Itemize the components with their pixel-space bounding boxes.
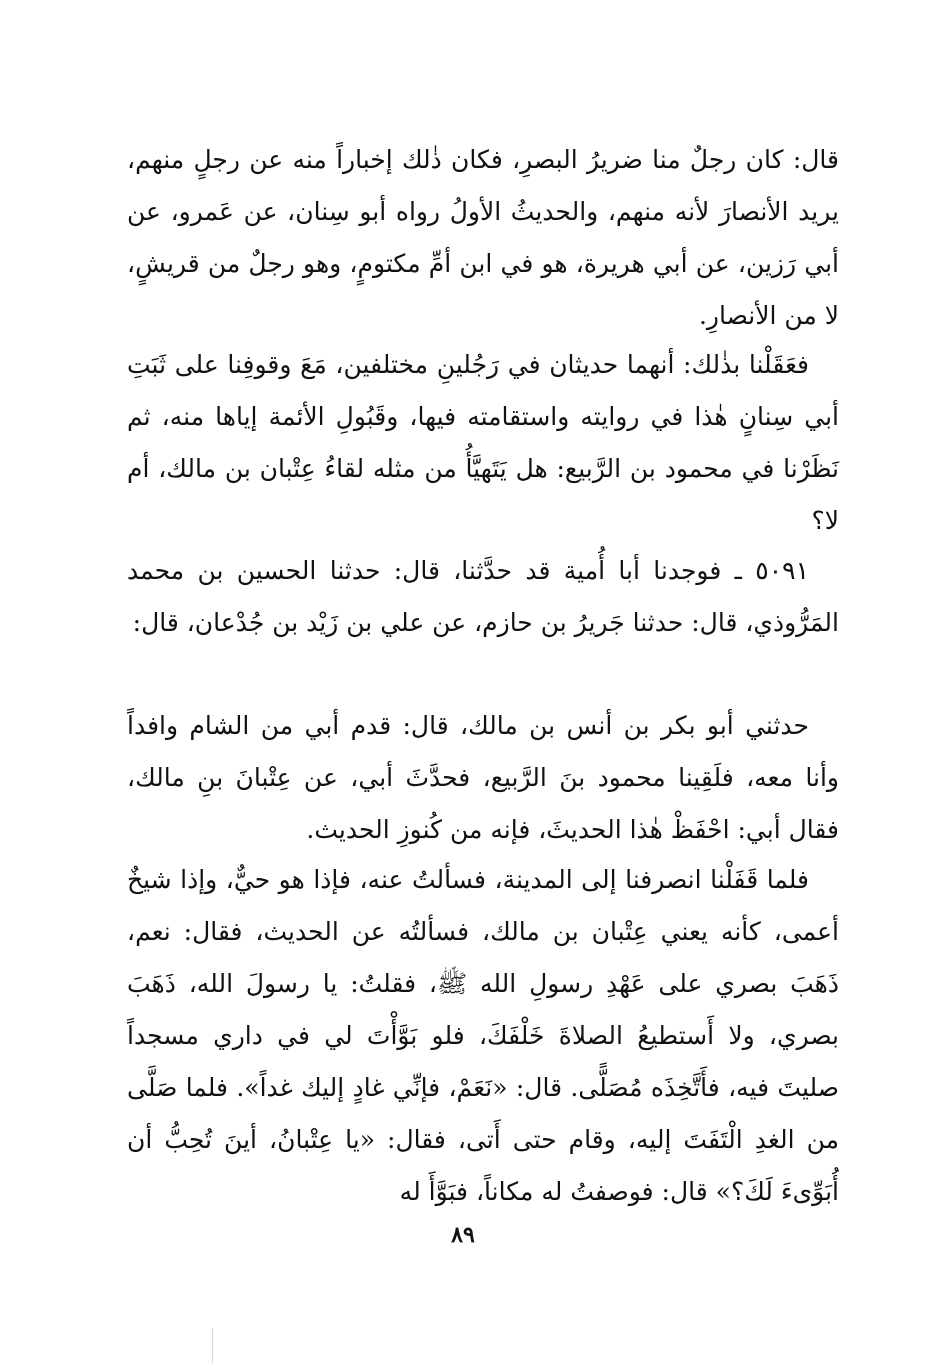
paragraph-4: [127, 700, 839, 856]
paragraph-3: [127, 545, 839, 649]
page-number: ٨٩: [451, 1222, 475, 1248]
paragraph-text: فعَقَلْنا بذٰلك: أنهما حديثان في رَجُلينِ مختلفين، مَعَ وقوفِنا على ثَبَتِ أبي سِنانٍ هٰذا في روايته واستقامته فيها، وقَبُولِ الأئمة إياها منه، ثم نَظَرْنا في محمود بن الرَّبيع: هل يَتَهيَّأُ من مثله لقاءُ عِتْبان بن مالك، أم لا؟: [127, 350, 839, 535]
paragraph-text: فلما قَفَلْنا انصرفنا إلى المدينة، فسألتُ عنه، فإذا هو حيٌّ، وإذا شيخٌ أعمى، كأنه يعني عِتْبان بن مالك، فسألتُه عن الحديث، فقال: نعم، ذَهَبَ بصري على عَهْدِ رسولِ الله ﷺ، فقلتُ: يا رسولَ الله، ذَهَبَ بصري، ولا أَستطيعُ الصلاةَ خَلْفَكَ، فلو بَوَّأْتَ لي في داري مسجداً صليتَ فيه، فأَتَّخِذَه مُصَلًّى. قال: «نَعَمْ، فإنِّي غادٍ إليك غداً». فلما صَلَّى من الغدِ الْتَفَتَ إليه، وقام حتى أَتى، فقال: «يا عِتْبانُ، أينَ تُحِبُّ أن أُبَوِّىءَ لَكَ؟» قال: فوصفتُ له مكاناً، فبَوَّأَ له: [127, 865, 839, 1206]
paragraph-2: [127, 339, 839, 547]
paragraph-1: [127, 134, 839, 342]
paragraph-text: حدثني أبو بكر بن أنس بن مالك، قال: قدم أبي من الشام وافداً وأنا معه، فلَقِينا محمود بنَ الرَّبيع، فحدَّثَ أبي، عن عِتْبانَ بنِ مالك، فقال أبي: احْفَظْ هٰذا الحديثَ، فإنه من كُنوزِ الحديث.: [127, 711, 839, 844]
paragraph-text: ٥٠٩١ ـ فوجدنا أبا أُمية قد حدَّثنا، قال: حدثنا الحسين بن محمد المَرُّوذي، قال: حدثنا جَريرُ بن حازم، عن علي بن زَيْد بن جُدْعان، قال:: [127, 556, 839, 637]
scan-edge-mark: [212, 1328, 213, 1363]
paragraph-text: قال: كان رجلٌ منا ضريرُ البصرِ، فكان ذٰلك إخباراً منه عن رجلٍ منهم، يريد الأنصارَ لأنه منهم، والحديثُ الأولُ رواه أبو سِنان، عن عَمرو، عن أبي رَزين، عن أبي هريرة، هو في ابن أمِّ مكتومٍ، وهو رجلٌ من قريشٍ، لا من الأنصارِ.: [127, 145, 839, 330]
paragraph-5: [127, 854, 839, 1218]
